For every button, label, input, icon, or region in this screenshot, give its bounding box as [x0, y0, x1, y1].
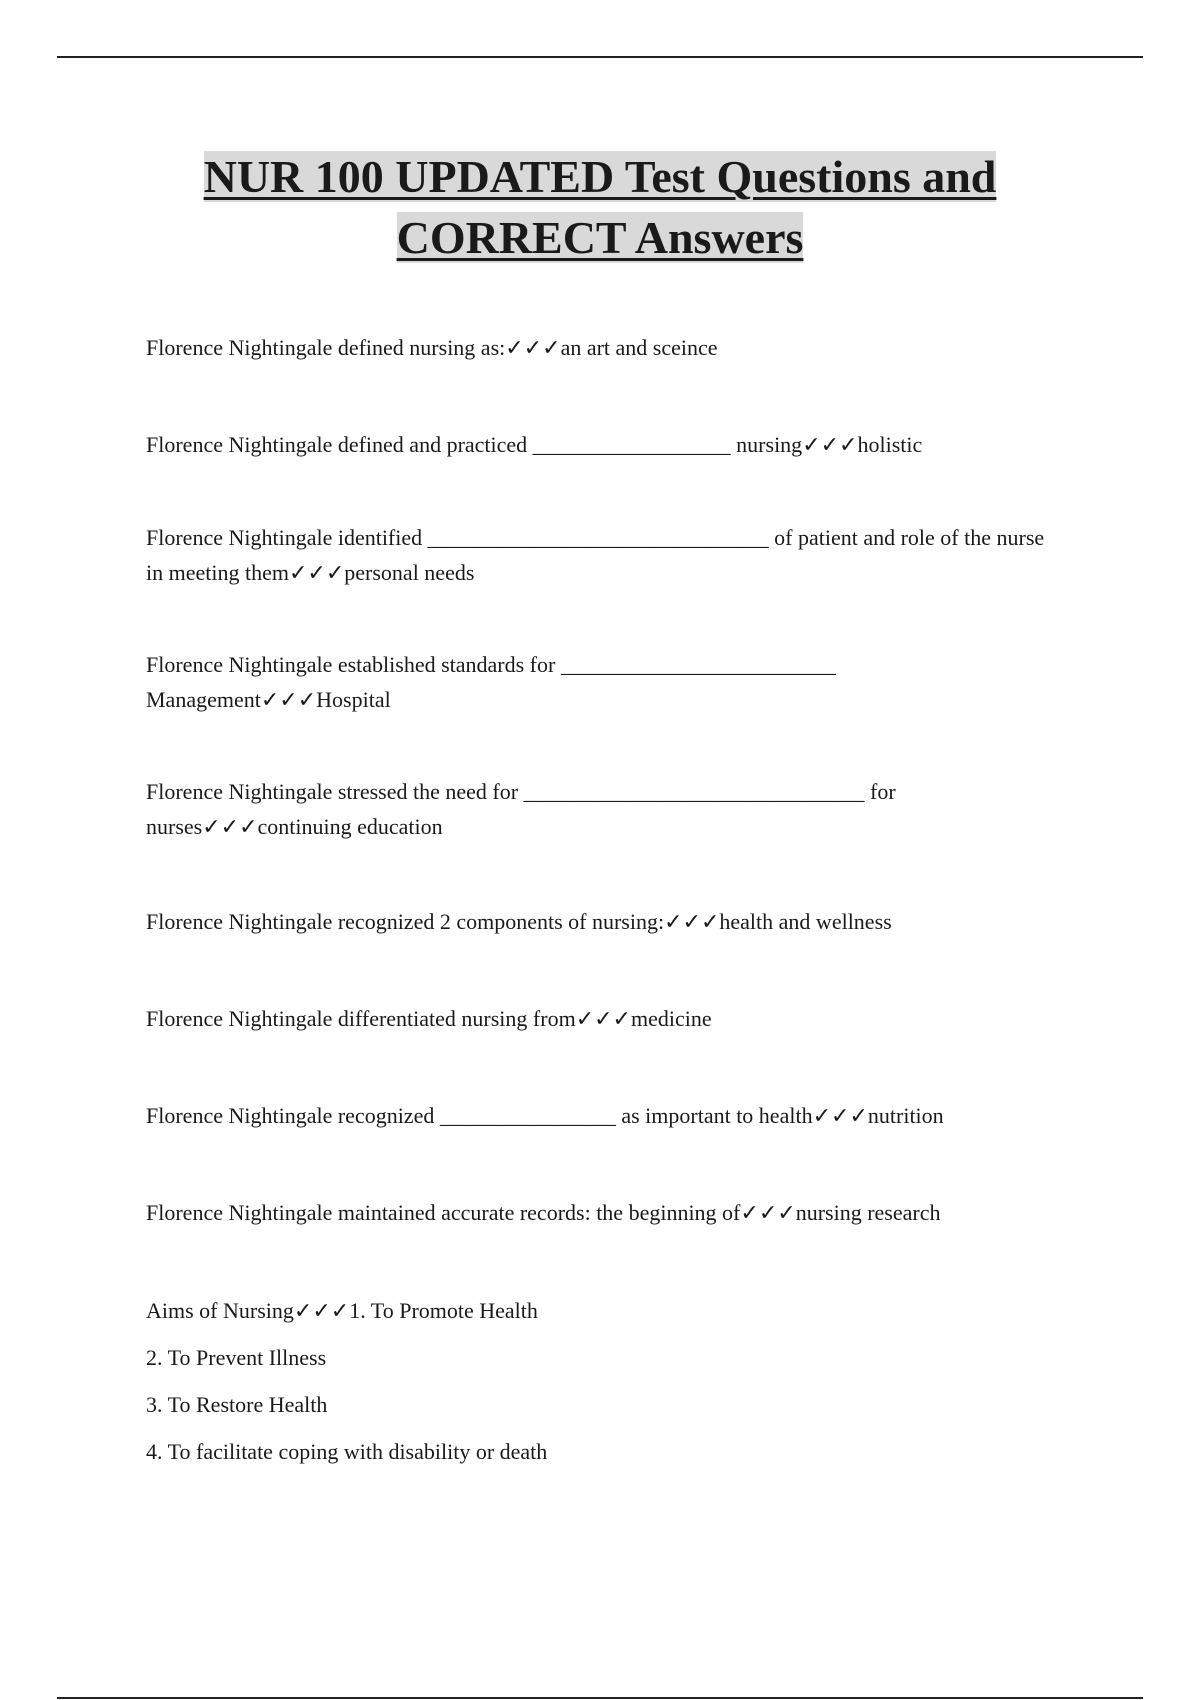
qa-item-aims	[146, 1293, 538, 1328]
question-text: Florence Nightingale defined nursing as:	[146, 335, 506, 360]
checkmark-icon: ✓✓✓	[260, 687, 317, 712]
aim-line: 2. To Prevent Illness	[146, 1345, 327, 1370]
question-text: Florence Nightingale recognized 2 components of nursing:	[146, 909, 665, 934]
qa-item	[146, 330, 1046, 365]
question-text: Aims of Nursing	[146, 1298, 294, 1323]
answer-text: an art and sceince	[560, 335, 718, 360]
answer-text: personal needs	[344, 560, 475, 585]
question-text: Florence Nightingale recognized ________________ as important to health	[146, 1103, 813, 1128]
title-line-1: NUR 100 UPDATED Test Questions and	[203, 151, 997, 202]
qa-item	[146, 1195, 1046, 1230]
question-text: Florence Nightingale stressed the need for _______________________________ for nurses	[146, 779, 896, 839]
qa-item	[146, 774, 1046, 844]
question-text: Florence Nightingale established standards for _________________________ Management	[146, 652, 836, 712]
checkmark-icon: ✓✓✓	[664, 909, 720, 934]
qa-item	[146, 904, 1046, 939]
answer-text: health and wellness	[719, 909, 892, 934]
qa-item	[146, 427, 1046, 462]
question-text: Florence Nightingale defined and practiced __________________ nursing	[146, 432, 803, 457]
question-text: Florence Nightingale identified _______________________________ of patient and role of the nurse in meeting them	[146, 525, 1045, 585]
question-text: Florence Nightingale maintained accurate records: the beginning of	[146, 1200, 741, 1225]
qa-item	[146, 1001, 1046, 1036]
answer-text: continuing education	[257, 814, 443, 839]
title-line-2: CORRECT Answers	[396, 212, 804, 263]
answer-text: nursing research	[795, 1200, 941, 1225]
checkmark-icon: ✓✓✓	[740, 1200, 796, 1225]
footer-rule	[57, 1697, 1143, 1699]
checkmark-icon: ✓✓✓	[575, 1006, 631, 1031]
qa-item	[146, 1098, 1046, 1133]
aim-line: 4. To facilitate coping with disability or death	[146, 1439, 548, 1464]
checkmark-icon: ✓✓✓	[802, 432, 858, 457]
answer-text: medicine	[631, 1006, 712, 1031]
checkmark-icon: ✓✓✓	[288, 560, 345, 585]
checkmark-icon: ✓✓✓	[505, 335, 561, 360]
answer-text: Hospital	[316, 687, 391, 712]
answer-text: holistic	[857, 432, 923, 457]
checkmark-icon: ✓✓✓	[812, 1103, 868, 1128]
qa-item	[146, 520, 1046, 590]
header-rule	[57, 56, 1143, 58]
answer-text: 1. To Promote Health	[349, 1298, 538, 1323]
question-text: Florence Nightingale differentiated nursing from	[146, 1006, 576, 1031]
aim-line: 3. To Restore Health	[146, 1392, 328, 1417]
answer-text: nutrition	[867, 1103, 944, 1128]
checkmark-icon: ✓✓✓	[202, 814, 258, 839]
qa-item	[146, 647, 1046, 717]
document-title	[0, 146, 1200, 268]
checkmark-icon: ✓✓✓	[293, 1298, 350, 1323]
